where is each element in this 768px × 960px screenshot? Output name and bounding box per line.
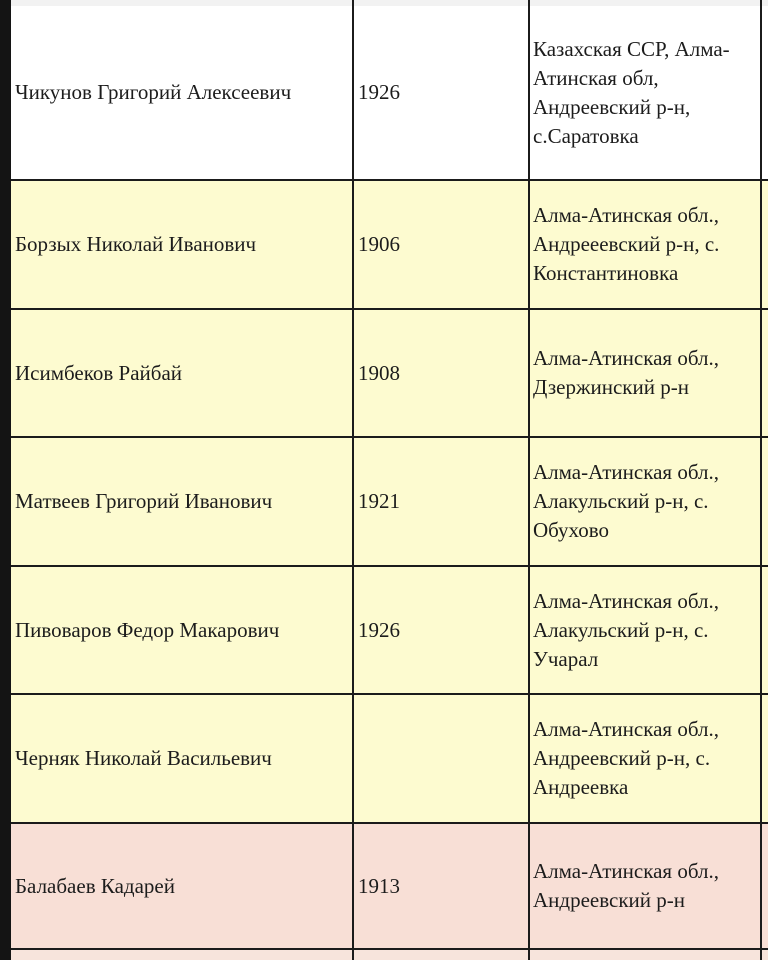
birthplace-cell: Алма-Атинская обл., Алакульский р-н, с. Обухово [533, 460, 719, 542]
table-row [11, 438, 768, 567]
birthplace-cell: Алма-Атинская обл., Андреевский р-н [533, 859, 719, 912]
name-cell: Матвеев Григорий Иванович [15, 489, 273, 513]
birthplace-cell: Алма-Атинская обл., Алакульский р-н, с. Учарал [533, 588, 719, 671]
table-row [11, 6, 768, 181]
next-row-edge [11, 950, 768, 960]
birth-year-cell: 1908 [358, 360, 400, 385]
column-divider [760, 0, 762, 960]
column-divider [528, 0, 530, 960]
cut-off-cell [762, 438, 768, 565]
birth-year-cell [354, 695, 528, 822]
left-border [0, 0, 11, 960]
birth-year-cell: 1926 [358, 617, 400, 642]
table-row [11, 181, 768, 310]
birth-year-cell: 1921 [358, 489, 400, 513]
birth-year-cell: 1926 [358, 80, 400, 104]
table-row [11, 824, 768, 950]
column-divider [352, 0, 354, 960]
cut-off-cell [762, 567, 768, 693]
name-cell: Борзых Николай Иванович [15, 232, 257, 256]
cut-off-cell [762, 695, 768, 822]
name-cell: Чикунов Григорий Алексеевич [15, 80, 292, 104]
birthplace-cell: Алма-Атинская обл., Андрееевский р-н, с. Константиновка [533, 203, 720, 285]
table-row [11, 695, 768, 824]
birth-year-cell: 1913 [358, 873, 400, 898]
cut-off-cell [762, 310, 768, 436]
cut-off-cell [762, 6, 768, 179]
name-cell: Черняк Николай Васильевич [15, 746, 272, 770]
name-cell: Исимбеков Райбай [15, 360, 183, 385]
birthplace-cell: Алма-Атинская обл., Андреевский р-н, с. Андреевка [533, 717, 719, 799]
cut-off-cell [762, 181, 768, 308]
birthplace-cell: Алма-Атинская обл., Дзержинский р-н [533, 346, 719, 399]
table-row [11, 310, 768, 438]
name-cell: Балабаев Кадарей [15, 873, 175, 898]
birthplace-cell: Казахская ССР, Алма-Атинская обл, Андреевский р-н, с.Саратовка [533, 36, 730, 148]
name-cell: Пивоваров Федор Макарович [15, 617, 280, 642]
table-row [11, 567, 768, 695]
cut-off-cell [762, 824, 768, 948]
birth-year-cell: 1906 [358, 232, 400, 256]
